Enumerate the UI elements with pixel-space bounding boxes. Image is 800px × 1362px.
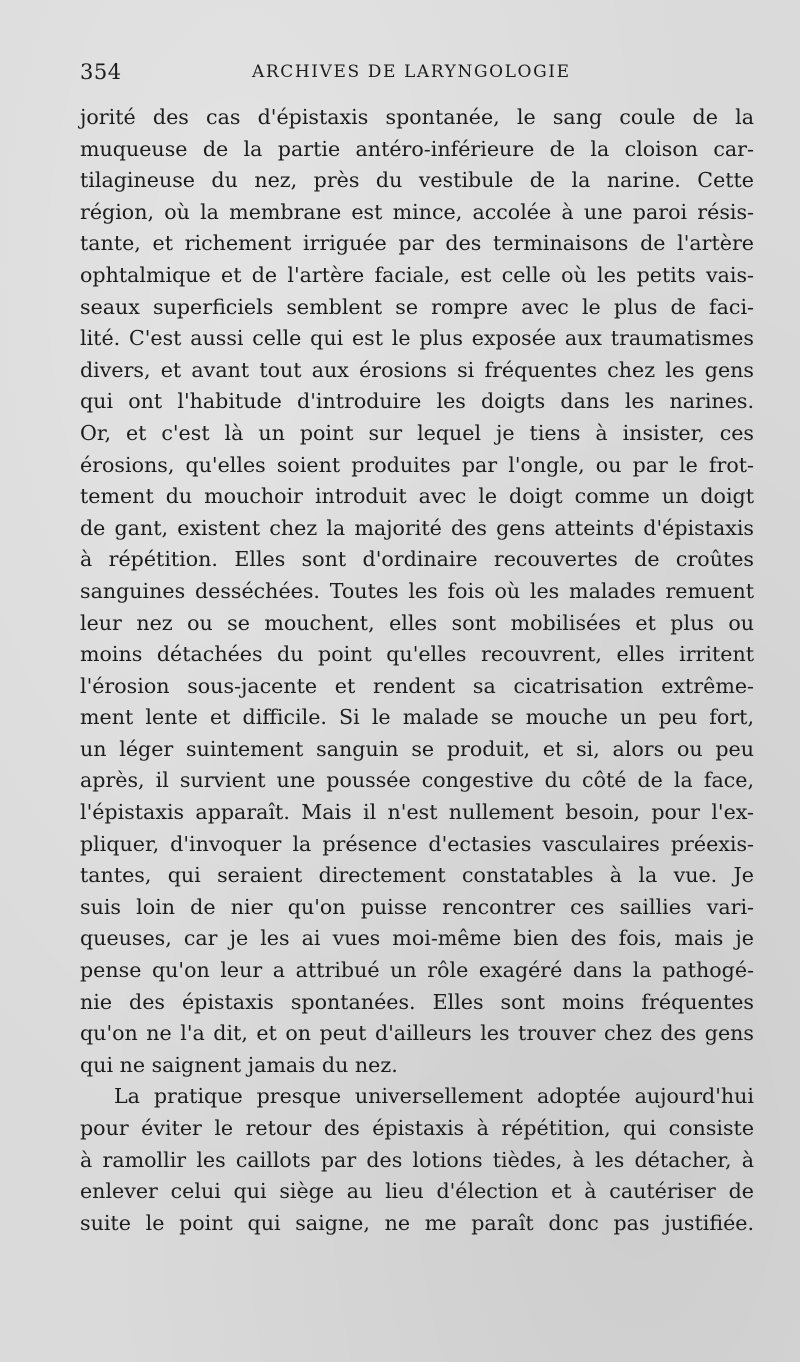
- text-line: ophtalmique et de l'artère faciale, est celle où les petits vais-: [80, 262, 754, 287]
- text-line: de gant, existent chez la majorité des gens atteints d'épistaxis: [80, 515, 754, 540]
- text-line: région, où la membrane est mince, accolée à une paroi résis-: [80, 199, 754, 224]
- text-line: nie des épistaxis spontanées. Elles sont moins fréquentes: [80, 989, 754, 1014]
- text-line: ment lente et difficile. Si le malade se mouche un peu fort,: [80, 705, 754, 730]
- text-line: qui ne saignent jamais du nez.: [80, 1052, 398, 1077]
- text-line: muqueuse de la partie antéro-inférieure de la cloison car-: [80, 136, 754, 161]
- text-line: seaux superficiels semblent se rompre avec le plus de faci-: [80, 294, 754, 319]
- text-line: La pratique presque universellement adoptée aujourd'hui: [114, 1084, 754, 1109]
- text-line: tante, et richement irriguée par des terminaisons de l'artère: [80, 231, 754, 256]
- text-line: qui ont l'habitude d'introduire les doigts dans les narines.: [80, 389, 754, 414]
- text-line: pour éviter le retour des épistaxis à répétition, qui consiste: [80, 1116, 754, 1140]
- text-line: tement du mouchoir introduit avec le doigt comme un doigt: [80, 484, 754, 509]
- text-line: tantes, qui seraient directement constatables à la vue. Je: [80, 863, 754, 888]
- text-line: à répétition. Elles sont d'ordinaire recouvertes de croûtes: [80, 547, 754, 572]
- text-line: qu'on ne l'a dit, et on peut d'ailleurs les trouver chez des gens: [80, 1021, 754, 1046]
- text-line: l'érosion sous-jacente et rendent sa cicatrisation extrême-: [80, 673, 754, 698]
- running-head: ARCHIVES DE LARYNGOLOGIE: [252, 62, 571, 82]
- text-line: suite le point qui saigne, ne me paraît donc pas justifiée.: [80, 1210, 754, 1235]
- page-number: 354: [80, 60, 122, 84]
- text-line: sanguines desséchées. Toutes les fois où les malades remuent: [80, 578, 754, 603]
- page-header: [80, 56, 754, 90]
- paragraph-2: [80, 1081, 754, 1239]
- text-line: enlever celui qui siège au lieu d'élection et à cautériser de: [80, 1179, 754, 1204]
- text-line: après, il survient une poussée congestive du côté de la face,: [80, 768, 754, 793]
- text-line: un léger suintement sanguin se produit, et si, alors ou peu: [80, 736, 754, 761]
- text-line: divers, et avant tout aux érosions si fréquentes chez les gens: [80, 357, 754, 382]
- paragraph-1: [80, 102, 754, 1081]
- text-line: queuses, car je les ai vues moi-même bien des fois, mais je: [80, 926, 754, 951]
- text-line: suis loin de nier qu'on puisse rencontrer ces saillies vari-: [80, 894, 754, 919]
- text-line: leur nez ou se mouchent, elles sont mobilisées et plus ou: [80, 610, 754, 635]
- text-line: lité. C'est aussi celle qui est le plus exposée aux traumatismes: [80, 326, 754, 351]
- text-line: l'épistaxis apparaît. Mais il n'est nullement besoin, pour l'ex-: [80, 800, 754, 825]
- text-line: tilagineuse du nez, près du vestibule de la narine. Cette: [80, 168, 754, 193]
- text-line: jorité des cas d'épistaxis spontanée, le sang coule de la: [80, 105, 754, 129]
- text-line: pense qu'on leur a attribué un rôle exagéré dans la pathogé-: [80, 958, 754, 983]
- text-line: pliquer, d'invoquer la présence d'ectasies vasculaires préexis-: [80, 831, 754, 856]
- text-line: à ramollir les caillots par des lotions tièdes, à les détacher, à: [80, 1147, 754, 1172]
- text-line: moins détachées du point qu'elles recouvrent, elles irritent: [80, 642, 754, 667]
- text-line: Or, et c'est là un point sur lequel je tiens à insister, ces: [80, 420, 754, 445]
- text-line: érosions, qu'elles soient produites par l'ongle, ou par le frot-: [80, 452, 754, 477]
